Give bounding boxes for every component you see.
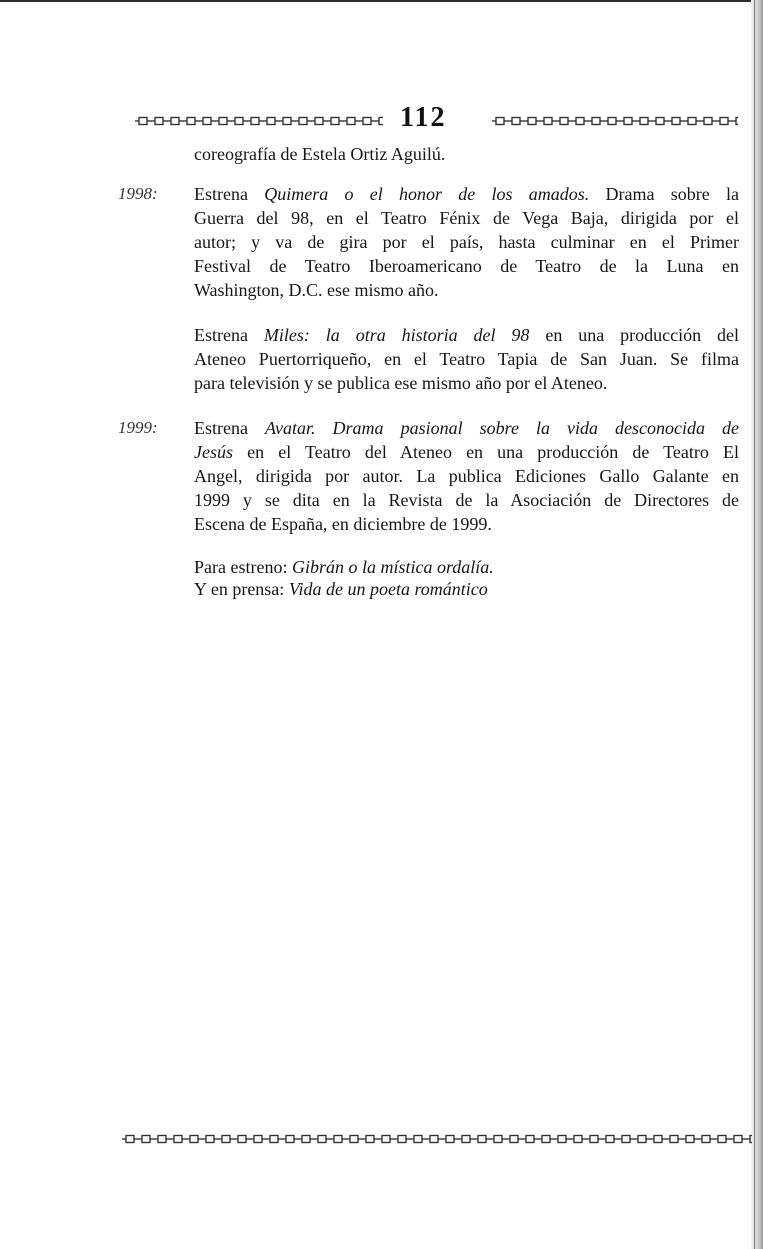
work-title: Gibrán o la mística ordalía. <box>291 557 494 577</box>
paragraph-line <box>194 578 488 600</box>
text-run: Estrena <box>194 325 264 345</box>
paragraph-line: Washington, D.C. ese mismo año. <box>194 280 439 300</box>
paragraph-line <box>194 417 739 439</box>
page-edge-shadow <box>751 0 763 1249</box>
paragraph-line: para televisión y se publica ese mismo año por el Ateneo. <box>194 373 608 393</box>
text-run: en una producción del <box>529 325 739 345</box>
paragraph-line: Escena de España, en diciembre de 1999. <box>194 514 492 534</box>
paragraph-line: Angel, dirigida por autor. La publica Ediciones Gallo Galante en <box>194 466 739 486</box>
paragraph-line <box>194 183 739 205</box>
work-title: Miles: la otra historia del 98 <box>263 325 530 345</box>
text-run: Estrena <box>194 418 266 438</box>
chain-ornament-left <box>135 115 383 127</box>
work-title: Vida de un poeta romántico <box>288 579 488 599</box>
work-title: Quimera o el honor de los amados. <box>264 184 590 204</box>
work-title: Avatar. Drama pasional sobre la vida desconocida de <box>265 418 740 438</box>
paragraph-line: Guerra del 98, en el Teatro Fénix de Vega Baja, dirigida por el <box>194 208 739 228</box>
text-run: en el Teatro del Ateneo en una producción de Teatro El <box>233 442 739 462</box>
work-title: Jesús <box>194 442 233 462</box>
top-rule <box>0 0 757 2</box>
paragraph-line: 1999 y se dita en la Revista de la Asociación de Directores de <box>194 490 739 510</box>
year-label-1999: 1999: <box>118 418 158 437</box>
intro-line: coreografía de Estela Ortiz Aguilú. <box>194 144 446 164</box>
paragraph-line: Ateneo Puertorriqueño, en el Teatro Tapia de San Juan. Se filma <box>194 349 739 369</box>
paragraph-line <box>194 324 739 346</box>
text-run: Estrena <box>194 184 265 204</box>
paragraph-line <box>194 556 494 578</box>
paragraph-line: autor; y va de gira por el país, hasta culminar en el Primer <box>194 232 739 252</box>
paragraph-line <box>194 441 739 463</box>
text-run: Drama sobre la <box>589 184 739 204</box>
page-number: 112 <box>400 102 447 133</box>
year-label-1998: 1998: <box>118 184 158 203</box>
text-run: Y en prensa: <box>194 579 289 599</box>
chain-ornament-right <box>492 115 738 127</box>
chain-ornament-bottom <box>122 1133 752 1145</box>
text-run: Para estreno: <box>194 557 292 577</box>
paragraph-line: Festival de Teatro Iberoamericano de Teatro de la Luna en <box>194 256 739 276</box>
